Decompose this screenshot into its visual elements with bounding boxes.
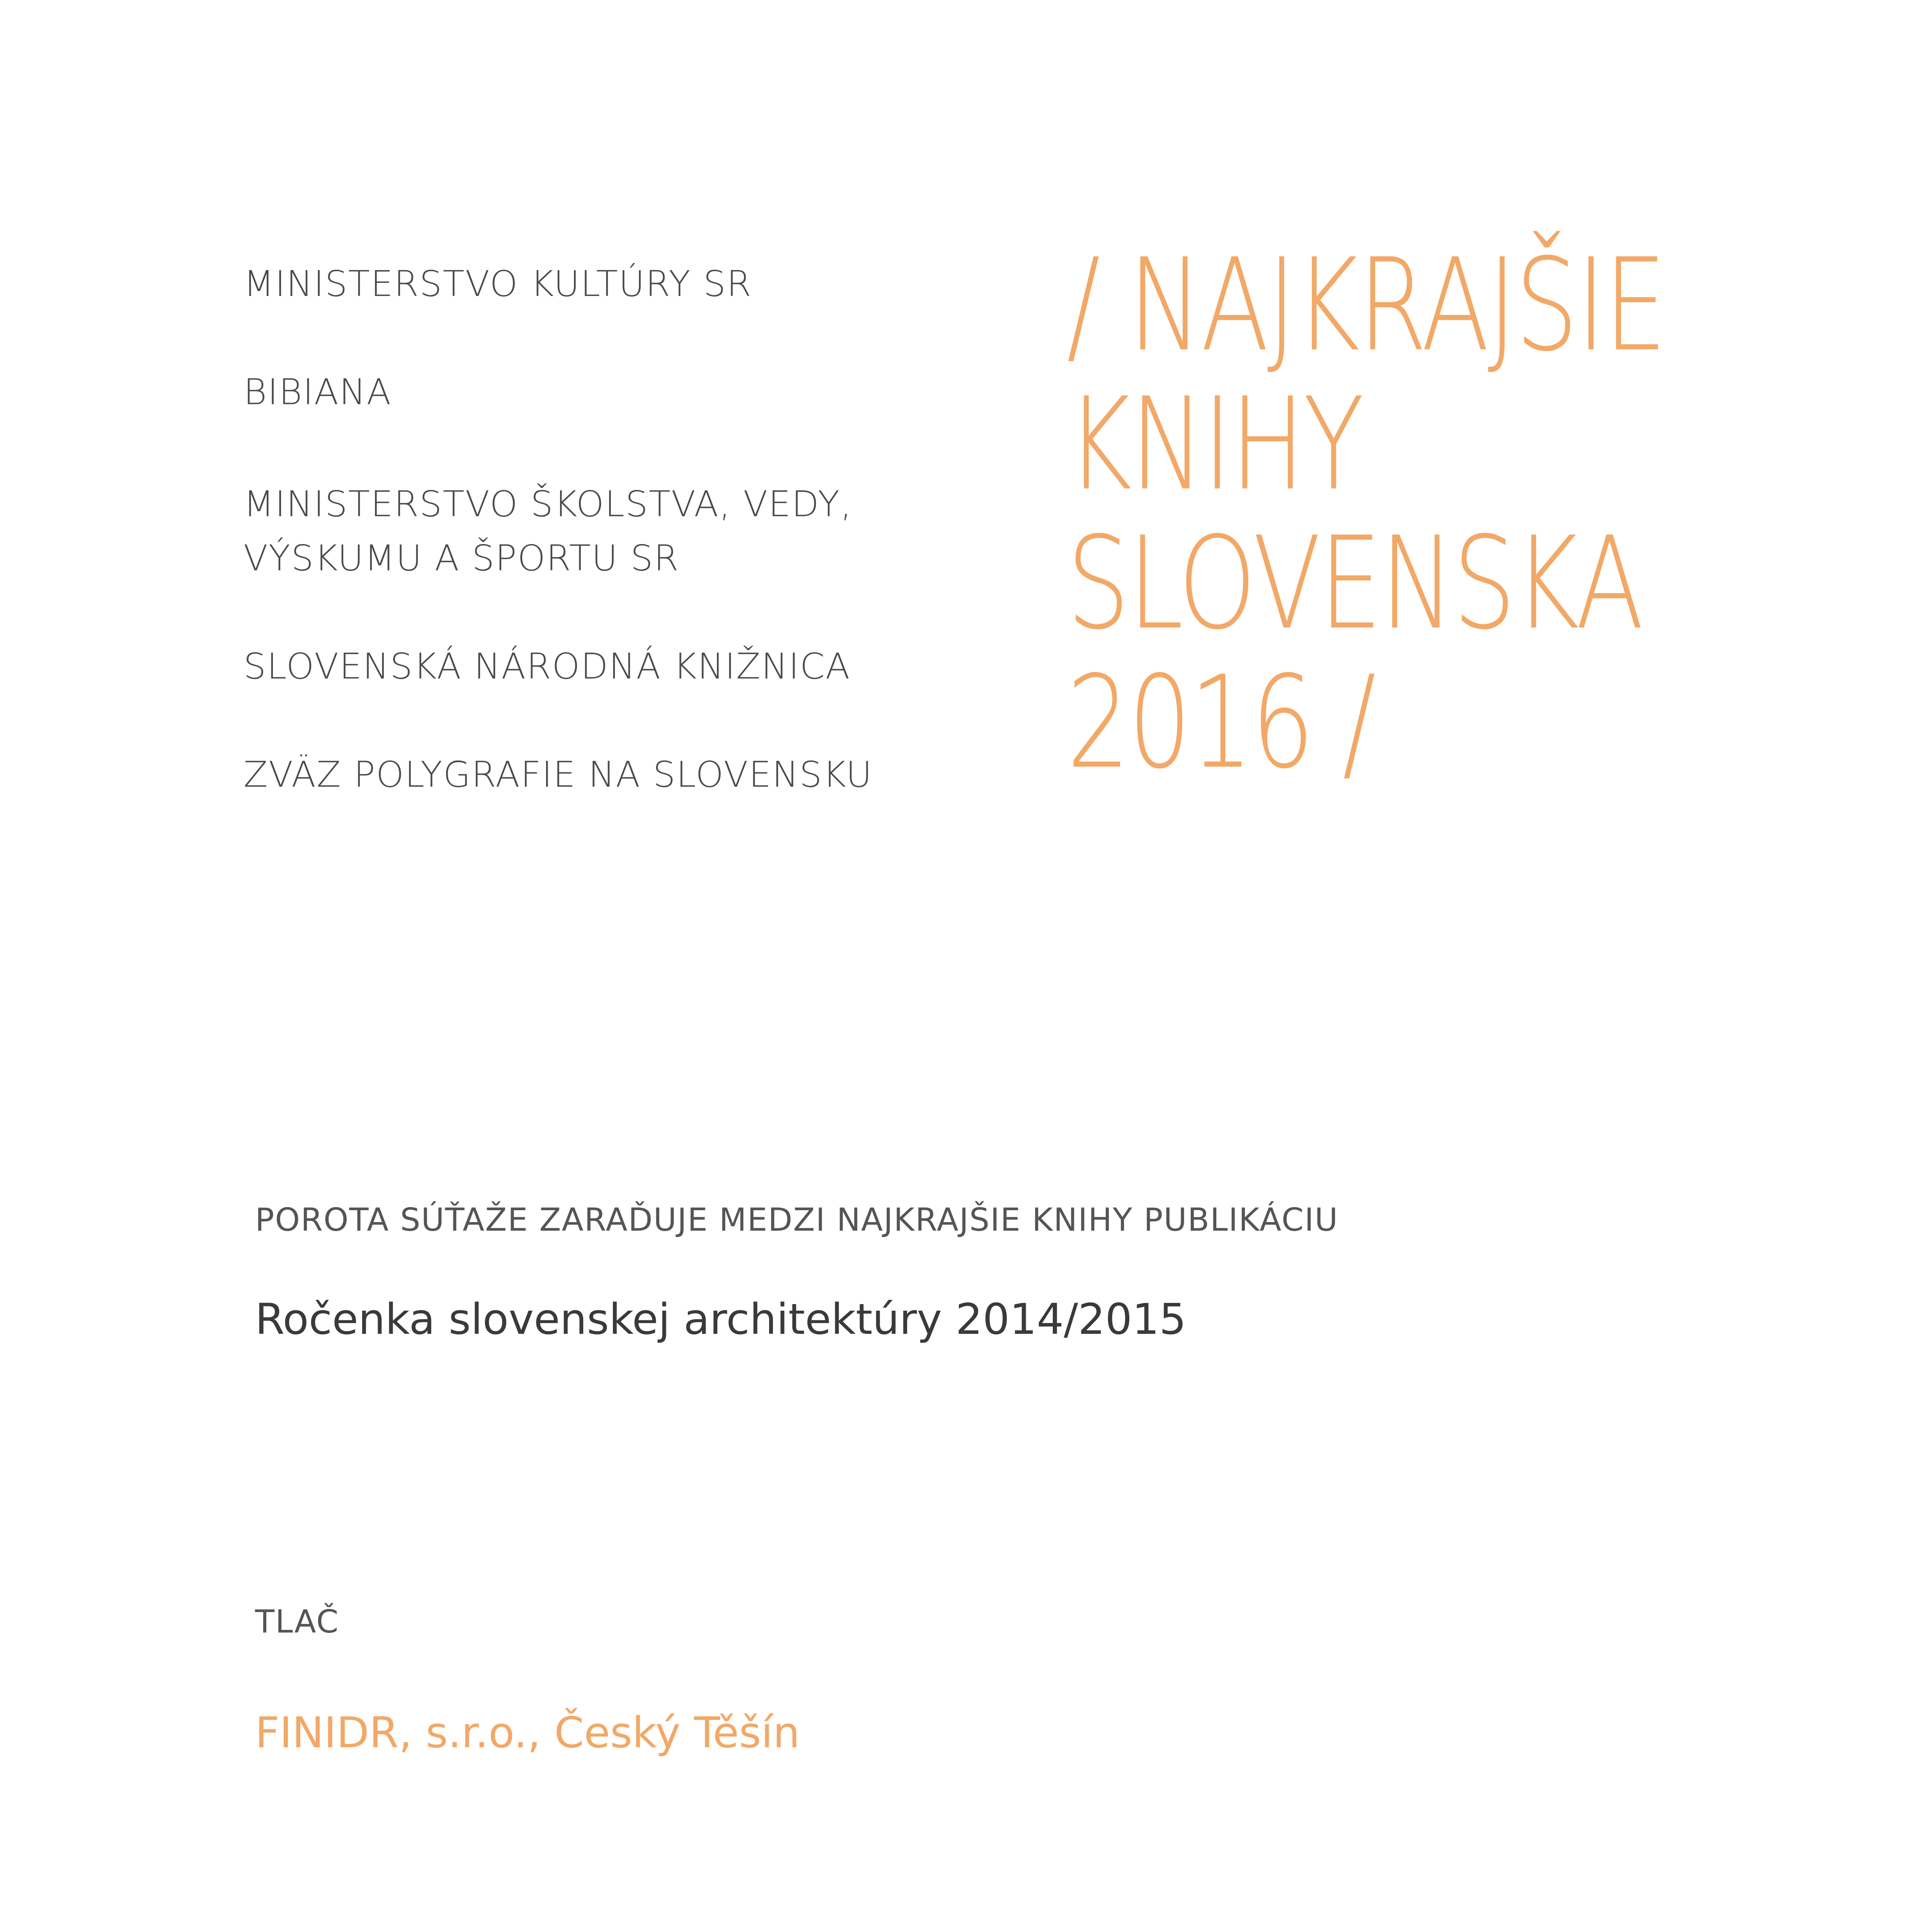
- publication-title: Ročenka slovenskej architektúry 2014/2015: [255, 1294, 1187, 1344]
- printer-name: FINIDR, s.r.o., Český Těšín: [255, 1708, 800, 1757]
- organizer-3-line-1: MINISTERSTVO ŠKOLSTVA, VEDY,: [243, 483, 853, 525]
- organizer-3-line-2: VÝSKUMU A ŠPORTU SR: [243, 537, 679, 579]
- jury-statement: POROTA SÚŤAŽE ZARAĎUJE MEDZI NAJKRAJŠIE KNIHY PUBLIKÁCIU: [255, 1202, 1339, 1238]
- organizer-4: SLOVENSKÁ NÁRODNÁ KNIŽNICA: [243, 646, 851, 687]
- organizer-2: BIBIANA: [243, 371, 392, 413]
- organizer-5: ZVÄZ POLYGRAFIE NA SLOVENSKU: [243, 754, 873, 795]
- award-title-line-3: SLOVENSKA: [1067, 509, 1642, 658]
- award-title-line-2: KNIHY: [1067, 370, 1362, 519]
- print-label: TLAČ: [255, 1604, 339, 1640]
- organizer-1: MINISTERSTVO KULTÚRY SR: [243, 263, 752, 304]
- award-title-line-1: / NAJKRAJŠIE: [1067, 231, 1665, 379]
- award-title: [1067, 231, 1834, 797]
- award-title-line-4: 2016 /: [1067, 648, 1374, 797]
